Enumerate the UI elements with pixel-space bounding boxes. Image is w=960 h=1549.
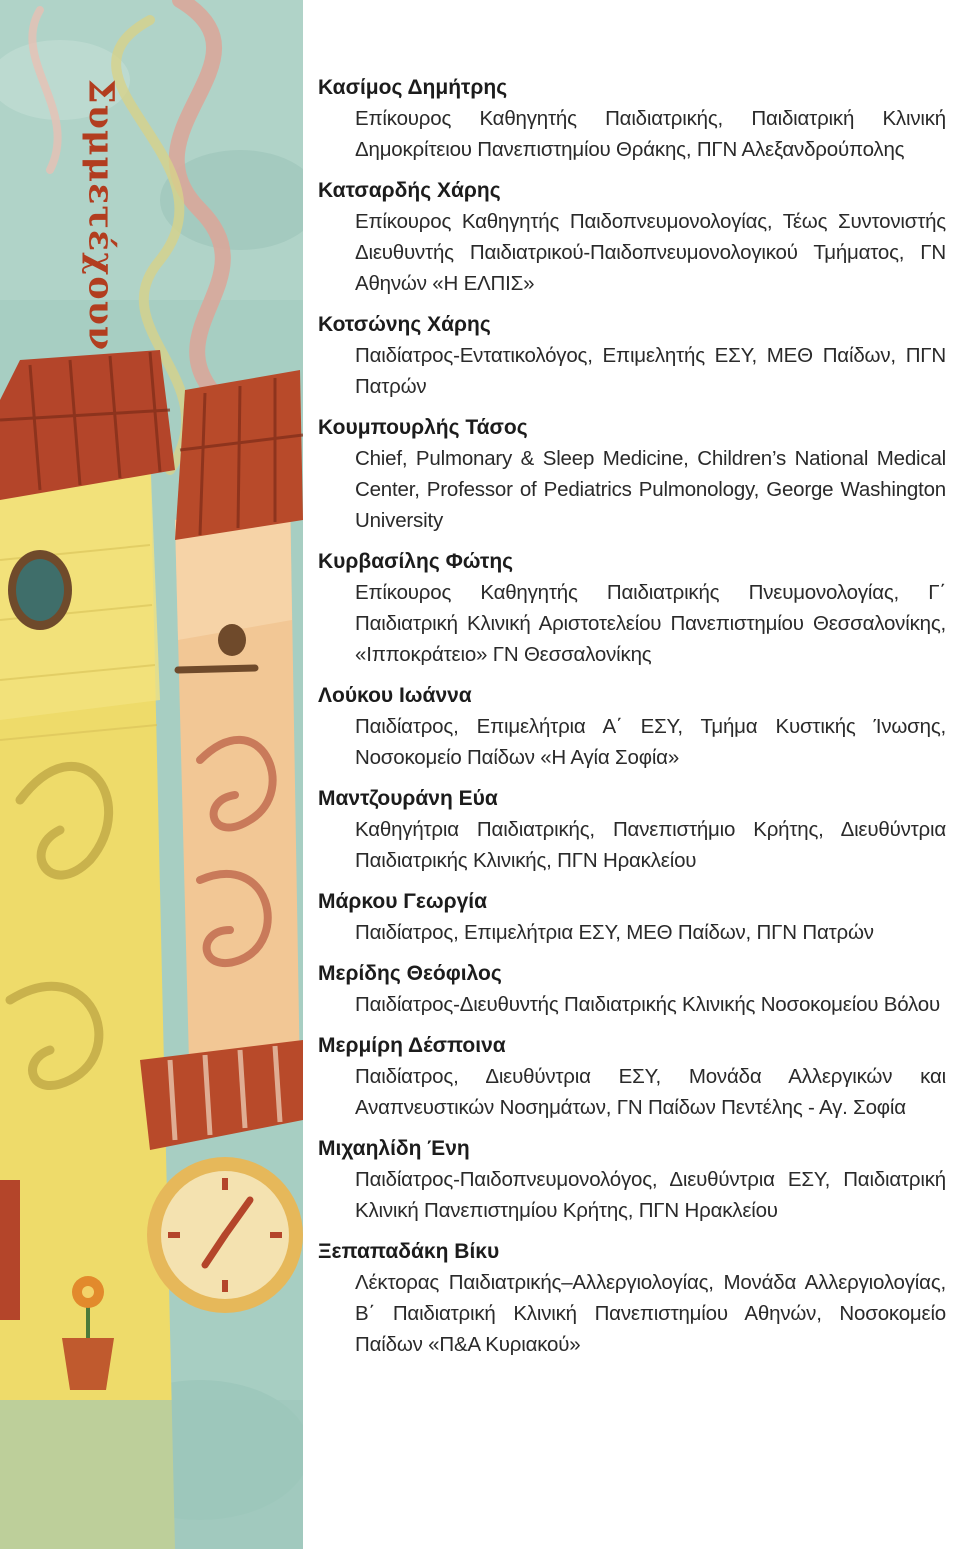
participant-entry [318, 785, 946, 876]
participant-affiliation: Επίκουρος Καθηγητής Παιδιατρικής, Παιδιατρική Κλινική Δημοκρίτειου Πανεπιστημίου Θράκης, ΠΓΝ Αλεξανδρούπολης [355, 107, 946, 161]
participant-name: Κοτσώνης Χάρης [318, 313, 491, 336]
participant-entry [318, 888, 946, 948]
participant-entry [318, 960, 946, 1020]
participant-affiliation: Παιδίατρος-Διευθυντής Παιδιατρικής Κλινικής Νοσοκομείου Βόλου [355, 993, 941, 1016]
participant-entry [318, 548, 946, 670]
participant-name: Μιχαηλίδη Ένη [318, 1137, 470, 1160]
participant-name: Μαντζουράνη Εύα [318, 787, 498, 810]
participant-name: Ξεπαπαδάκη Βίκυ [318, 1240, 500, 1263]
participant-entry [318, 1032, 946, 1123]
participant-affiliation: Επίκουρος Καθηγητής Παιδοπνευμονολογίας, Τέως Συντονιστής Διευθυντής Παιδιατρικού-Παιδοπνευμονολογικού Τμήματος, ΓΝ Αθηνών «Η ΕΛΠΙΣ» [355, 210, 946, 295]
participant-entry [318, 414, 946, 536]
participant-affiliation: Παιδίατρος, Διευθύντρια ΕΣΥ, Μονάδα Αλλεργικών και Αναπνευστικών Νοσημάτων, ΓΝ Παίδων Πεντέλης - Αγ. Σοφία [355, 1065, 946, 1119]
participant-name: Μερίδης Θεόφιλος [318, 962, 502, 985]
participant-name: Κουμπουρλής Τάσος [318, 416, 528, 439]
section-title-text: Συμμετέχουν [80, 78, 122, 352]
participant-affiliation: Chief, Pulmonary & Sleep Medicine, Children’s National Medical Center, Professor of Pediatrics Pulmonology, George Washington University [355, 447, 946, 532]
decorative-illustration [0, 0, 303, 1549]
participant-name: Κατσαρδής Χάρης [318, 179, 501, 202]
participant-entry [318, 311, 946, 402]
participant-entry [318, 177, 946, 299]
participant-affiliation: Παιδίατρος, Επιμελήτρια Α΄ ΕΣΥ, Τμήμα Κυστικής Ίνωσης, Νοσοκομείο Παίδων «Η Αγία Σοφία» [355, 715, 946, 769]
participant-name: Μάρκου Γεωργία [318, 890, 488, 913]
participant-affiliation: Επίκουρος Καθηγητής Παιδιατρικής Πνευμονολογίας, Γ΄ Παιδιατρική Κλινική Αριστοτελείου Πανεπιστημίου Θεσσαλονίκης, «Ιπποκράτειο» ΓΝ Θεσσαλονίκης [355, 581, 946, 666]
participant-entry [318, 1238, 946, 1360]
participant-affiliation: Παιδίατρος, Επιμελήτρια ΕΣΥ, ΜΕΘ Παίδων, ΠΓΝ Πατρών [355, 921, 874, 944]
participant-entry [318, 682, 946, 773]
participant-affiliation: Παιδίατρος-Εντατικολόγος, Επιμελητής ΕΣΥ, ΜΕΘ Παίδων, ΠΓΝ Πατρών [355, 344, 946, 398]
section-title [79, 75, 123, 355]
participant-name: Λούκου Ιωάννα [318, 684, 472, 707]
participant-affiliation: Παιδίατρος-Παιδοπνευμονολόγος, Διευθύντρια ΕΣΥ, Παιδιατρική Κλινική Πανεπιστημίου Κρήτης, ΠΓΝ Ηρακλείου [355, 1168, 946, 1222]
participant-entry [318, 74, 946, 165]
participant-affiliation: Καθηγήτρια Παιδιατρικής, Πανεπιστήμιο Κρήτης, Διευθύντρια Παιδιατρικής Κλινικής, ΠΓΝ Ηρακλείου [355, 818, 946, 872]
participant-list [318, 74, 946, 1372]
participant-entry [318, 1135, 946, 1226]
participant-affiliation: Λέκτορας Παιδιατρικής–Αλλεργιολογίας, Μονάδα Αλλεργιολογίας, Β΄ Παιδιατρική Κλινική Πανεπιστημίου Αθηνών, Νοσοκομείο Παίδων «Π&Α Κυριακού» [355, 1271, 946, 1356]
participant-name: Κυρβασίλης Φώτης [318, 550, 514, 573]
flower-pot [62, 1338, 114, 1390]
participant-name: Κασίμος Δημήτρης [318, 76, 508, 99]
participant-name: Μερμίρη Δέσποινα [318, 1034, 506, 1057]
